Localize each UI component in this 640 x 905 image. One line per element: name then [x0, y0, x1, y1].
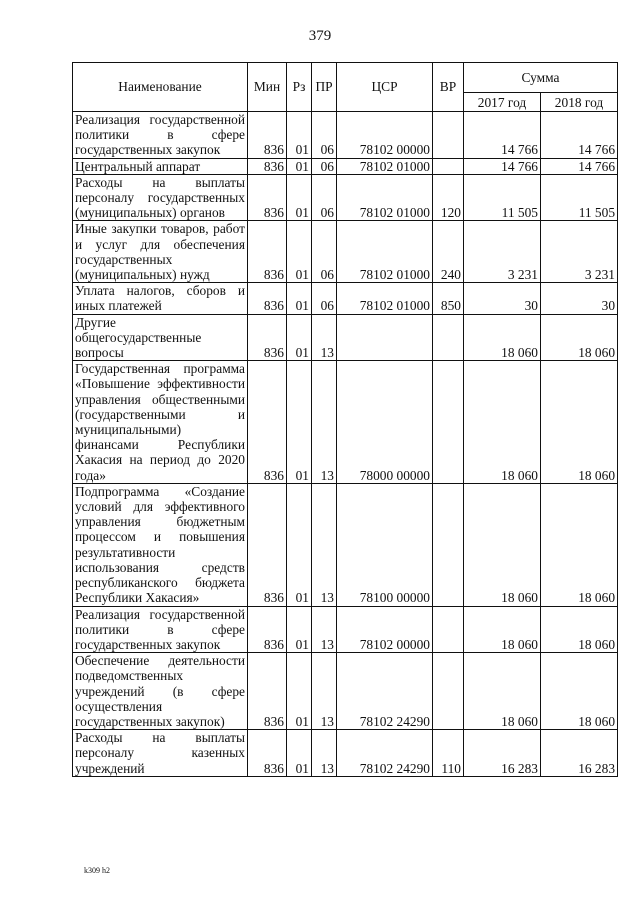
row-sum-2018: 18 060 — [541, 483, 618, 606]
row-name: Другие общегосударственные вопросы — [73, 314, 248, 361]
row-min: 836 — [248, 361, 287, 484]
row-sum-2017: 11 505 — [464, 174, 541, 221]
row-name: Расходы на выплаты персоналу казенных учреждений — [73, 730, 248, 777]
header-rz: Рз — [287, 63, 312, 112]
table-body — [73, 112, 618, 777]
row-sum-2017: 18 060 — [464, 653, 541, 730]
row-rz: 01 — [287, 314, 312, 361]
header-name: Наименование — [73, 63, 248, 112]
row-min: 836 — [248, 221, 287, 283]
row-name: Центральный аппарат — [73, 158, 248, 174]
row-vr — [433, 112, 464, 159]
row-vr: 110 — [433, 730, 464, 777]
row-name: Реализация государственной политики в сфере государственных закупок — [73, 606, 248, 653]
row-min: 836 — [248, 653, 287, 730]
header-vr: ВР — [433, 63, 464, 112]
row-pr: 06 — [312, 221, 337, 283]
row-csr: 78102 01000 — [337, 221, 433, 283]
row-csr: 78102 00000 — [337, 606, 433, 653]
row-csr: 78102 01000 — [337, 158, 433, 174]
table-row — [73, 730, 618, 777]
row-sum-2017: 3 231 — [464, 221, 541, 283]
row-min: 836 — [248, 606, 287, 653]
row-vr — [433, 314, 464, 361]
table-row — [73, 606, 618, 653]
header-sum: Сумма — [464, 63, 618, 93]
row-pr: 13 — [312, 361, 337, 484]
row-pr: 06 — [312, 174, 337, 221]
table-row — [73, 112, 618, 159]
table-row — [73, 483, 618, 606]
row-csr: 78102 01000 — [337, 283, 433, 314]
row-rz: 01 — [287, 158, 312, 174]
row-sum-2018: 18 060 — [541, 314, 618, 361]
row-rz: 01 — [287, 361, 312, 484]
row-name: Уплата налогов, сборов и иных платежей — [73, 283, 248, 314]
row-rz: 01 — [287, 221, 312, 283]
table-row — [73, 158, 618, 174]
table-row — [73, 174, 618, 221]
row-name: Реализация государственной политики в сфере государственных закупок — [73, 112, 248, 159]
row-csr: 78102 01000 — [337, 174, 433, 221]
row-sum-2017: 18 060 — [464, 483, 541, 606]
row-name: Обеспечение деятельности подведомственных учреждений (в сфере осуществления государственных закупок) — [73, 653, 248, 730]
row-min: 836 — [248, 483, 287, 606]
row-csr: 78102 24290 — [337, 730, 433, 777]
row-sum-2018: 18 060 — [541, 653, 618, 730]
row-rz: 01 — [287, 283, 312, 314]
table-row — [73, 221, 618, 283]
table-header — [73, 63, 618, 112]
header-csr: ЦСР — [337, 63, 433, 112]
row-rz: 01 — [287, 112, 312, 159]
row-min: 836 — [248, 283, 287, 314]
row-vr — [433, 606, 464, 653]
row-name: Расходы на выплаты персоналу государственных (муниципальных) органов — [73, 174, 248, 221]
header-pr: ПР — [312, 63, 337, 112]
row-sum-2018: 14 766 — [541, 112, 618, 159]
row-sum-2018: 3 231 — [541, 221, 618, 283]
header-year-2018: 2018 год — [541, 93, 618, 112]
row-sum-2017: 18 060 — [464, 361, 541, 484]
row-sum-2018: 30 — [541, 283, 618, 314]
row-vr: 850 — [433, 283, 464, 314]
row-csr: 78102 24290 — [337, 653, 433, 730]
row-min: 836 — [248, 314, 287, 361]
row-rz: 01 — [287, 606, 312, 653]
row-sum-2017: 14 766 — [464, 158, 541, 174]
table-row — [73, 283, 618, 314]
budget-table — [72, 62, 618, 777]
row-csr: 78100 00000 — [337, 483, 433, 606]
row-pr: 13 — [312, 483, 337, 606]
row-sum-2018: 16 283 — [541, 730, 618, 777]
table-row — [73, 314, 618, 361]
row-min: 836 — [248, 158, 287, 174]
row-csr: 78102 00000 — [337, 112, 433, 159]
row-vr — [433, 483, 464, 606]
row-name: Иные закупки товаров, работ и услуг для обеспечения государственных (муниципальных) нужд — [73, 221, 248, 283]
header-min: Мин — [248, 63, 287, 112]
row-sum-2018: 18 060 — [541, 361, 618, 484]
table-row — [73, 361, 618, 484]
row-rz: 01 — [287, 653, 312, 730]
row-pr: 06 — [312, 112, 337, 159]
row-sum-2018: 14 766 — [541, 158, 618, 174]
row-sum-2017: 18 060 — [464, 606, 541, 653]
row-csr: 78000 00000 — [337, 361, 433, 484]
row-name: Государственная программа «Повышение эффективности управления общественными (государственными и муниципальными) финансами Республики Хакасия на период до 2020 года» — [73, 361, 248, 484]
row-sum-2017: 30 — [464, 283, 541, 314]
row-pr: 06 — [312, 158, 337, 174]
row-pr: 13 — [312, 314, 337, 361]
row-rz: 01 — [287, 730, 312, 777]
row-pr: 13 — [312, 606, 337, 653]
row-pr: 13 — [312, 653, 337, 730]
row-min: 836 — [248, 174, 287, 221]
footer-code: k309 h2 — [84, 866, 110, 875]
row-sum-2017: 16 283 — [464, 730, 541, 777]
row-csr — [337, 314, 433, 361]
row-sum-2017: 18 060 — [464, 314, 541, 361]
row-vr — [433, 653, 464, 730]
row-vr — [433, 361, 464, 484]
row-sum-2018: 18 060 — [541, 606, 618, 653]
row-pr: 06 — [312, 283, 337, 314]
row-vr: 120 — [433, 174, 464, 221]
header-year-2017: 2017 год — [464, 93, 541, 112]
row-rz: 01 — [287, 483, 312, 606]
row-vr: 240 — [433, 221, 464, 283]
table-row — [73, 653, 618, 730]
row-vr — [433, 158, 464, 174]
row-sum-2018: 11 505 — [541, 174, 618, 221]
row-pr: 13 — [312, 730, 337, 777]
row-min: 836 — [248, 112, 287, 159]
row-rz: 01 — [287, 174, 312, 221]
row-min: 836 — [248, 730, 287, 777]
row-name: Подпрограмма «Создание условий для эффективного управления бюджетным процессом и повышения результативности использования средств республиканского бюджета Республики Хакасия» — [73, 483, 248, 606]
page-number: 379 — [308, 28, 332, 44]
row-sum-2017: 14 766 — [464, 112, 541, 159]
